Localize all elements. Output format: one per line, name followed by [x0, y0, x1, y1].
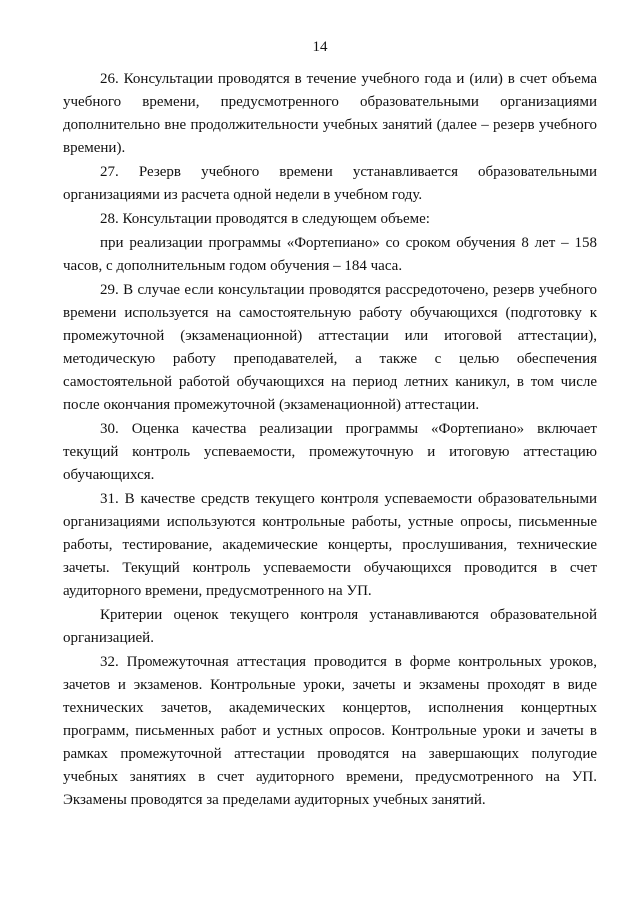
- page-number: 14: [312, 39, 328, 55]
- paragraph-30: 30. Оценка качества реализации программы «Фортепиано» включает текущий контроль успеваемости, промежуточную и итоговую аттестацию обучающихся.: [63, 421, 597, 483]
- document-body: [63, 68, 597, 813]
- paragraph-32: 32. Промежуточная аттестация проводится в форме контрольных уроков, зачетов и экзаменов. Контрольные уроки, зачеты и экзамены проходят в виде технических зачетов, академических концертов, исполнения концертных программ, письменных работ и устных опросов. Контрольные уроки и зачеты в рамках промежуточной аттестации проводятся на завершающих полугодие учебных занятиях в счет аудиторного времени, предусмотренного на УП. Экзамены проводятся за пределами аудиторных учебных занятий.: [63, 654, 597, 808]
- paragraph-31: 31. В качестве средств текущего контроля успеваемости образовательными организациями используются контрольные работы, устные опросы, письменные работы, тестирование, академические концерты, прослушивания, технические зачеты. Текущий контроль успеваемости обучающихся проводится в счет аудиторного времени, предусмотренного на УП.: [63, 491, 597, 599]
- paragraph-29: 29. В случае если консультации проводятся рассредоточено, резерв учебного времени используется на самостоятельную работу обучающихся (подготовку к промежуточной (экзаменационной) аттестации или итоговой аттестации), методическую работу преподавателей, а также с целью обеспечения самостоятельной работой обучающихся на период летних каникул, в том числе после окончания промежуточной (экзаменационной) аттестации.: [63, 282, 597, 413]
- paragraph-28-detail: при реализации программы «Фортепиано» со сроком обучения 8 лет – 158 часов, с дополнительным годом обучения – 184 часа.: [63, 235, 597, 274]
- paragraph-28: 28. Консультации проводятся в следующем объеме:: [100, 211, 430, 227]
- paragraph-31-criteria: Критерии оценок текущего контроля устанавливаются образовательной организацией.: [63, 607, 597, 646]
- paragraph-27: 27. Резерв учебного времени устанавливается образовательными организациями из расчета одной недели в учебном году.: [63, 164, 597, 203]
- paragraph-26: 26. Консультации проводятся в течение учебного года и (или) в счет объема учебного времени, предусмотренного образовательными организациями дополнительно вне продолжительности учебных занятий (далее – резерв учебного времени).: [63, 71, 597, 156]
